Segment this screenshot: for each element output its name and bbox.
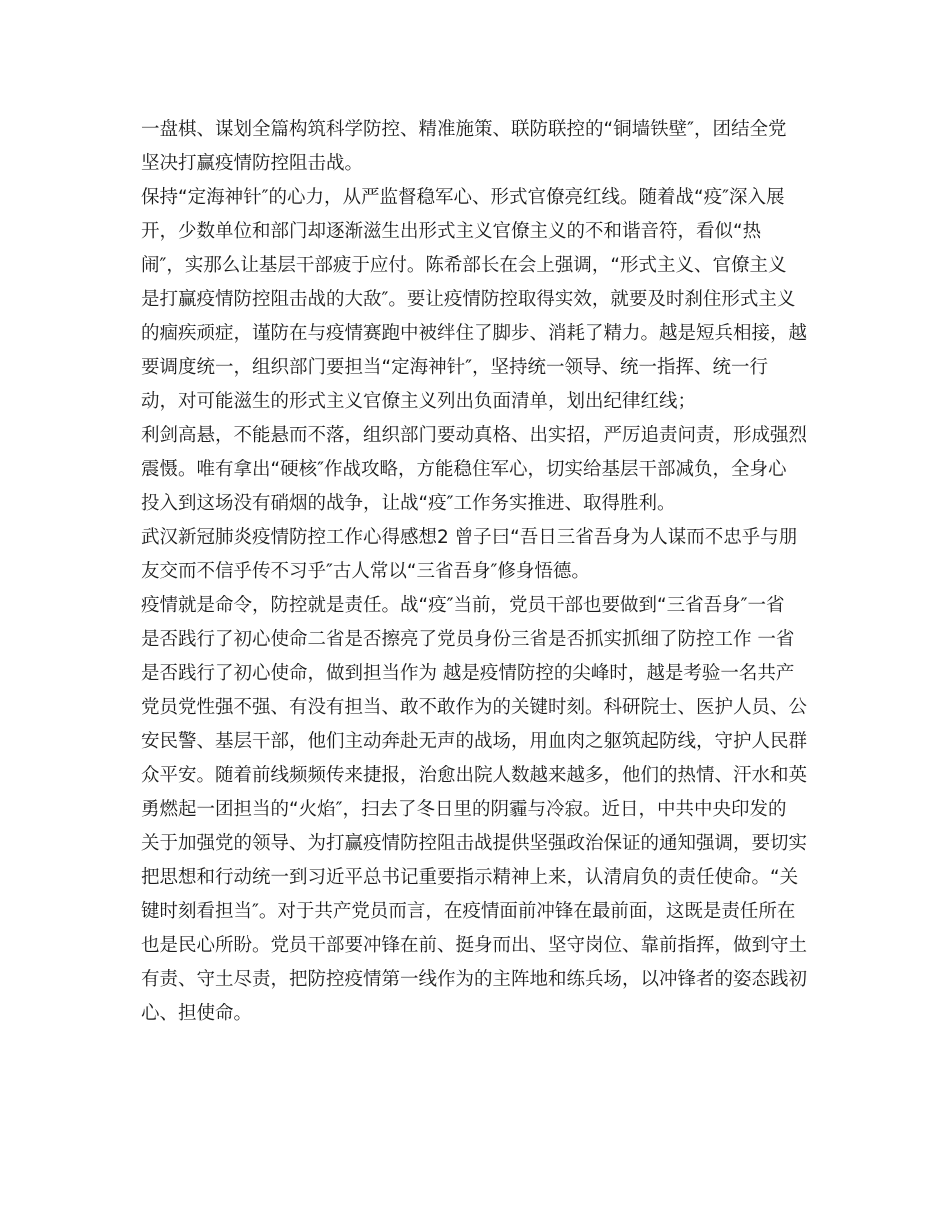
document-body xyxy=(141,113,816,1031)
text-line: 安民警、基层干部，他们主动奔赴无声的战场，用血肉之躯筑起防线，守护人民群 xyxy=(141,731,808,752)
text-line: 友交而不信乎传不习乎″古人常以“三省吾身″修身悟德。 xyxy=(141,561,590,582)
text-line: 保持“定海神针″的心力，从严监督稳军心、形式官僚亮红线。随着战“疫″深入展 xyxy=(141,187,785,208)
text-line: 闹″，实那么让基层干部疲于应付。陈希部长在会上强调，“形式主义、官僚主义 xyxy=(141,255,787,276)
text-line: 的痼疾顽症，谨防在与疫情赛跑中被绊住了脚步、消耗了精力。越是短兵相接，越 xyxy=(141,323,808,344)
text-line: 是否践行了初心使命，做到担当作为 越是疫情防控的尖峰时，越是考验一名共产 xyxy=(141,663,795,684)
text-line: 开，少数单位和部门却逐渐滋生出形式主义官僚主义的不和谐音符，看似“热 xyxy=(141,221,762,242)
text-line: 把思想和行动统一到习近平总书记重要指示精神上来，认清肩负的责任使命。“关 xyxy=(141,867,799,888)
text-line: 一盘棋、谋划全篇构筑科学防控、精准施策、联防联控的“铜墙铁壁″，团结全党 xyxy=(141,119,787,140)
text-line: 投入到这场没有硝烟的战争，让战“疫″工作务实推进、取得胜利。 xyxy=(141,493,676,514)
text-line: 众平安。随着前线频频传来捷报，治愈出院人数越来越多，他们的热情、汗水和英 xyxy=(141,765,808,786)
text-line: 是打赢疫情防控阻击战的大敌″。要让疫情防控取得实效，就要及时刹住形式主义 xyxy=(141,289,796,310)
text-line: 震慑。唯有拿出“硬核″作战攻略，方能稳住军心，切实给基层干部减负，全身心 xyxy=(141,459,787,480)
text-line: 键时刻看担当″。对于共产党员而言，在疫情面前冲锋在最前面，这既是责任所在 xyxy=(141,901,796,922)
text-line: 动，对可能滋生的形式主义官僚主义列出负面清单，划出纪律红线； xyxy=(141,391,697,412)
text-line: 勇燃起一团担当的“火焰″，扫去了冬日里的阴霾与冷寂。近日，中共中央印发的 xyxy=(141,799,787,820)
text-line: 关于加强党的领导、为打赢疫情防控阻击战提供坚强政治保证的通知强调，要切实 xyxy=(141,833,808,854)
text-line: 党员党性强不强、有没有担当、敢不敢作为的关键时刻。科研院士、医护人员、公 xyxy=(141,697,808,718)
text-line: 坚决打赢疫情防控阻击战。 xyxy=(141,153,364,174)
text-line: 武汉新冠肺炎疫情防控工作心得感想2 曾子曰“吾日三省吾身为人谋而不忠乎与朋 xyxy=(141,527,798,548)
text-line: 有责、守土尽责，把防控疫情第一线作为的主阵地和练兵场，以冲锋者的姿态践初 xyxy=(141,969,808,990)
text-line: 心、担使命。 xyxy=(141,1003,253,1024)
text-line: 要调度统一，组织部门要担当“定海神针″，坚持统一领导、统一指挥、统一行 xyxy=(141,357,768,378)
text-line: 也是民心所盼。党员干部要冲锋在前、挺身而出、坚守岗位、靠前指挥，做到守土 xyxy=(141,935,808,956)
text-line: 是否践行了初心使命二省是否擦亮了党员身份三省是否抓实抓细了防控工作 一省 xyxy=(141,629,795,650)
text-line: 利剑高悬，不能悬而不落，组织部门要动真格、出实招，严厉追责问责，形成强烈 xyxy=(141,425,808,446)
text-line: 疫情就是命令，防控就是责任。战“疫″当前，党员干部也要做到“三省吾身″一省 xyxy=(141,595,785,616)
